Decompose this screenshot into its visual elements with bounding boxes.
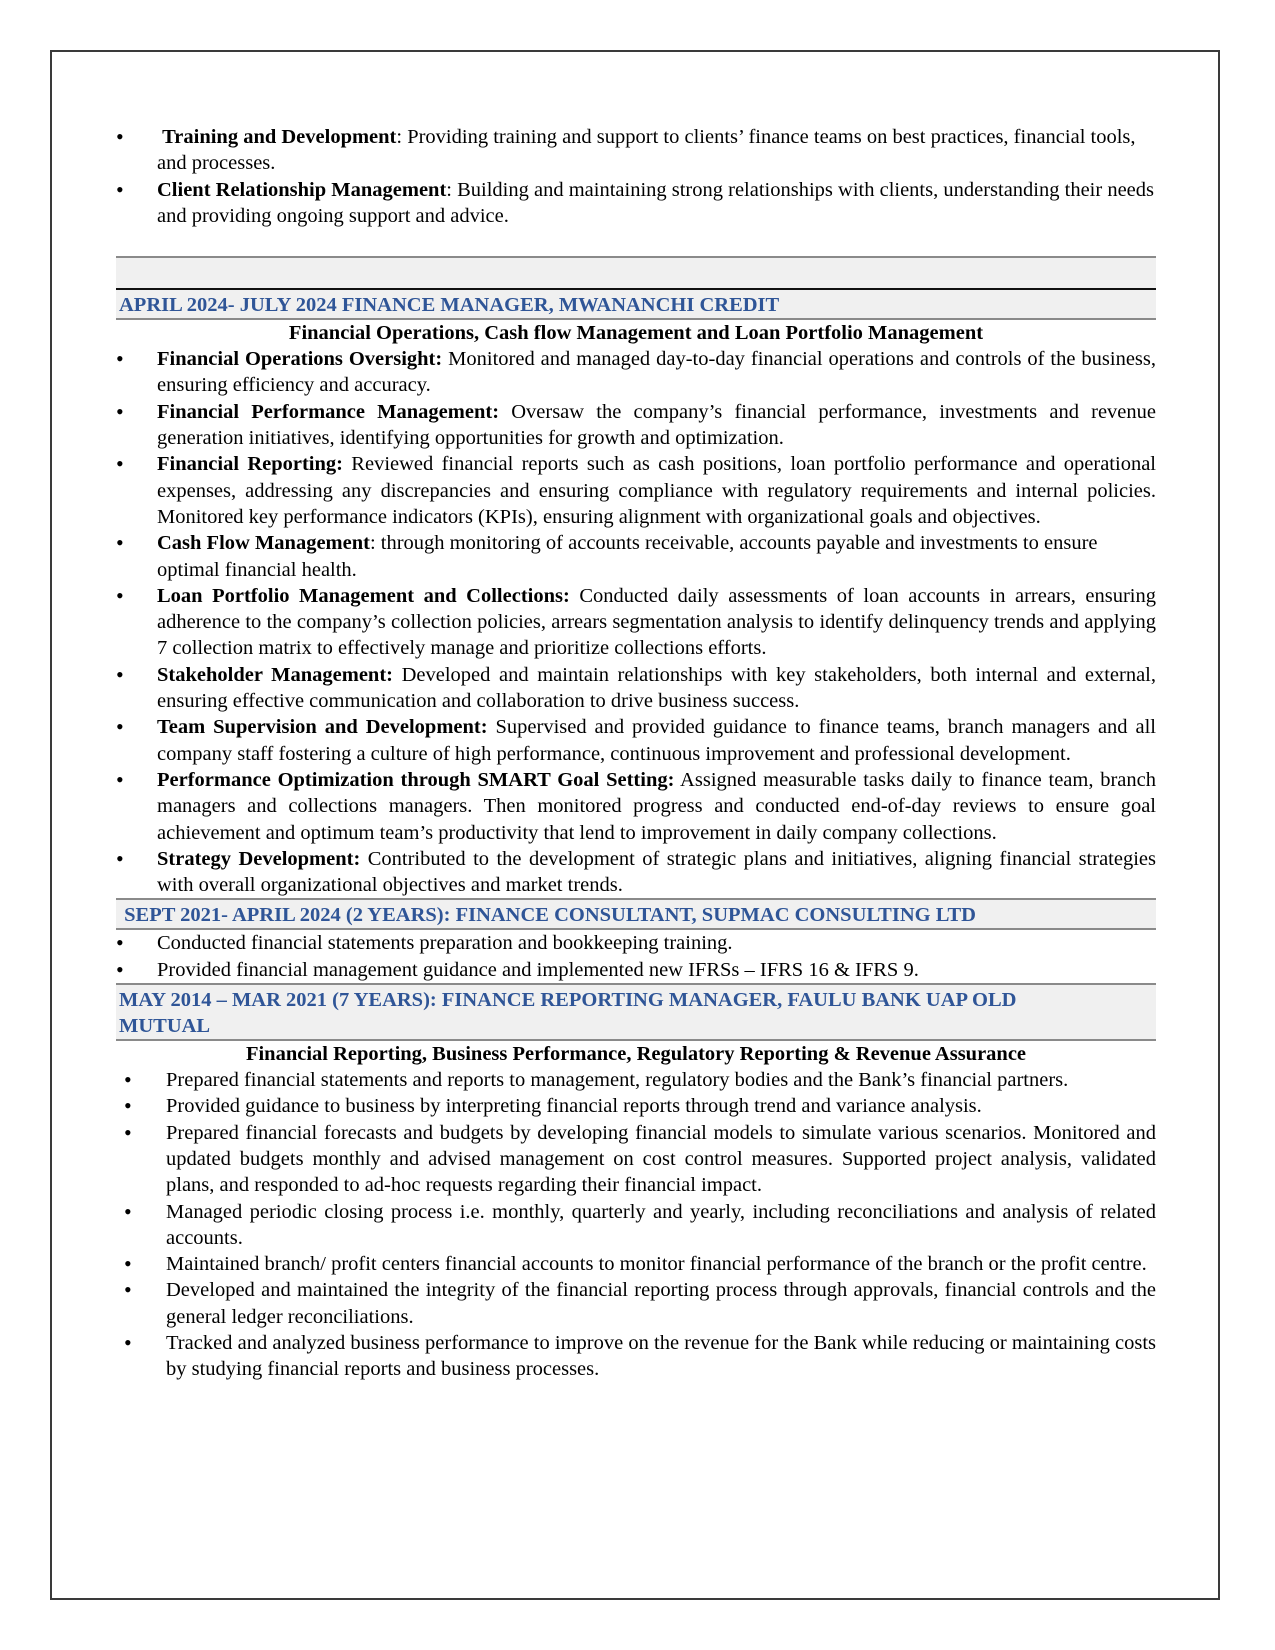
list-item: [116, 399, 1156, 452]
list-item: • Conducted financial statements preparation and bookkeeping training.: [116, 930, 1156, 956]
list-item: [116, 846, 1156, 899]
bullet-text: : Providing training and support to clients’ finance teams on best practices, financial tools, and processes.: [157, 126, 1136, 175]
list-item: [116, 451, 1156, 530]
list-item: [116, 767, 1156, 846]
bullet-text: Reviewed financial reports such as cash positions, loan portfolio performance and operational expenses, addressing any discrepancies and ensuring compliance with regulatory requirements and internal policies. Monitored key performance indicators (KPIs), ensuring alignment with organizational goals and objectives.: [157, 453, 1156, 528]
list-item: • Prepared financial statements and reports to management, regulatory bodies and the Bank’s financial partners.: [116, 1067, 1156, 1093]
list-item: • Provided financial management guidance and implemented new IFRSs – IFRS 16 & IFRS 9.: [116, 957, 1156, 983]
bullet-title: Team Supervision and Development:: [157, 716, 488, 739]
list-item: • Provided guidance to business by interpreting financial reports through trend and variance analysis.: [116, 1093, 1156, 1119]
list-item: • Developed and maintained the integrity of the financial reporting process through approvals, financial controls and the general ledger reconciliations.: [116, 1277, 1156, 1330]
bullet-title: Strategy Development:: [157, 847, 361, 870]
job-header-faulu: MAY 2014 – MAR 2021 (7 YEARS): FINANCE REPORTING MANAGER, FAULU BANK UAP OLD MUTUAL: [116, 983, 1156, 1041]
bullet-text: Conducted daily assessments of loan accounts in arrears, ensuring adherence to the company’s collection policies, arrears segmentation analysis to identify delinquency trends and applying 7 collection matrix to effectively manage and prioritize collections efforts.: [157, 584, 1156, 660]
list-item: [116, 177, 1156, 230]
section-divider: [116, 256, 1156, 290]
job-subheading: Financial Reporting, Business Performance, Regulatory Reporting & Revenue Assurance: [245, 1043, 1027, 1066]
bullet-title: Performance Optimization through SMART Goal Setting:: [157, 768, 675, 791]
bullet-text: Assigned measurable tasks daily to finance team, branch managers and collections managers. Then monitored progress and conducted end-of-day reviews to ensure goal achievement and optimum team’s productivity that lend to improvement in daily company collections.: [157, 768, 1156, 844]
bullet-title: Loan Portfolio Management and Collections:: [157, 584, 570, 607]
bullet-title: Client Relationship Management: [157, 178, 447, 201]
job-bullet-list: [116, 1067, 1156, 1383]
bullet-text: : through monitoring of accounts receivable, accounts payable and investments to ensure optimal financial health.: [157, 532, 1098, 581]
list-item: [116, 662, 1156, 715]
bullet-text: Developed and maintain relationships with key stakeholders, both internal and external, ensuring effective communication and collaboration to drive business success.: [157, 663, 1156, 713]
list-item: • Managed periodic closing process i.e. monthly, quarterly and yearly, including reconciliations and analysis of related accounts.: [116, 1199, 1156, 1252]
job-header-supmac: SEPT 2021- APRIL 2024 (2 YEARS): FINANCE CONSULTANT, SUPMAC CONSULTING LTD: [116, 898, 1156, 930]
list-item: [116, 583, 1156, 662]
list-item: [116, 530, 1156, 583]
list-item: • Maintained branch/ profit centers financial accounts to monitor financial performance of the branch or the profit centre.: [116, 1251, 1156, 1277]
list-item: • Prepared financial forecasts and budgets by developing financial models to simulate various scenarios. Monitored and updated budgets monthly and advised management on cost control measures. Supported project analysis, validated plans, and responded to ad-hoc requests regarding their financial impact.: [116, 1120, 1156, 1199]
bullet-text: Oversaw the company’s financial performance, investments and revenue generation initiatives, identifying opportunities for growth and optimization.: [157, 400, 1156, 450]
list-item: [116, 124, 1156, 177]
job-subheading: Financial Operations, Cash flow Management and Loan Portfolio Management: [288, 322, 984, 345]
bullet-title: Cash Flow Management: [157, 532, 370, 555]
job-bullet-list: [116, 930, 1156, 983]
list-item: • Tracked and analyzed business performance to improve on the revenue for the Bank while reducing or maintaining costs by studying financial reports and business processes.: [116, 1330, 1156, 1383]
list-item: [116, 346, 1156, 399]
bullet-text: : Building and maintaining strong relationships with clients, understanding their needs and providing ongoing support and advice.: [157, 178, 1154, 227]
bullet-title: Financial Operations Oversight:: [157, 348, 443, 371]
bullet-text: Contributed to the development of strategic plans and initiatives, aligning financial strategies with overall organizational objectives and market trends.: [157, 847, 1156, 897]
bullet-title: Financial Reporting:: [157, 453, 343, 476]
intro-bullet-list: [116, 124, 1156, 229]
bullet-title: Stakeholder Management:: [157, 663, 393, 686]
bullet-title: Training and Development: [162, 126, 397, 148]
bullet-text: Supervised and provided guidance to finance teams, branch managers and all company staff fostering a culture of high performance, continuous improvement and professional development.: [157, 716, 1156, 765]
job-bullet-list: [116, 346, 1156, 898]
resume-content: [116, 124, 1156, 1383]
job-header-mwananchi: APRIL 2024- JULY 2024 FINANCE MANAGER, MWANANCHI CREDIT: [116, 290, 1156, 320]
bullet-title: Financial Performance Management:: [157, 400, 500, 423]
list-item: [116, 714, 1156, 767]
bullet-text: Monitored and managed day-to-day financial operations and controls of the business, ensuring efficiency and accuracy.: [157, 348, 1156, 397]
